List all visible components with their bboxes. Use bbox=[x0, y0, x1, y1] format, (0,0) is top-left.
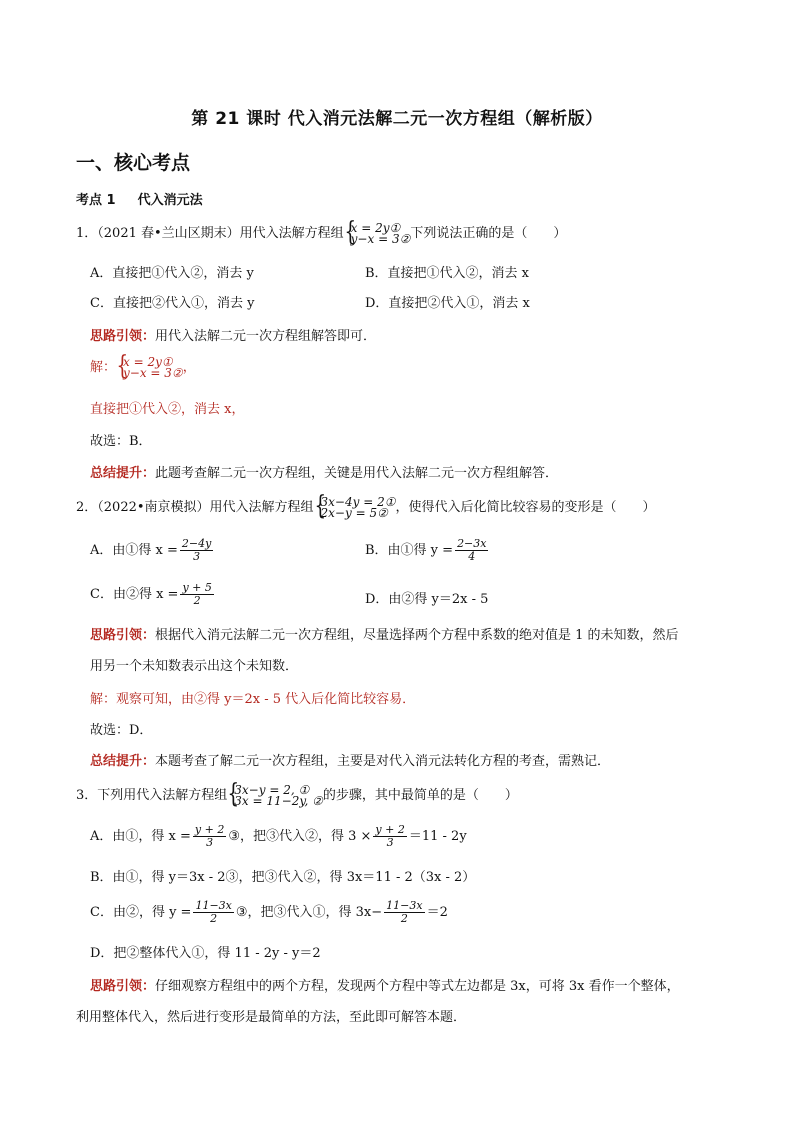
q1-option-b: B．直接把①代入②，消去 x bbox=[365, 266, 530, 281]
fraction: $\frac{y + 5}{2}$ bbox=[182, 581, 212, 607]
fraction: $\frac{y + 2}{3}$ bbox=[194, 823, 225, 849]
q2-hint-line2: 用另一个未知数表示出这个未知数． bbox=[90, 659, 299, 674]
fraction: $\frac{y + 2}{3}$ bbox=[375, 823, 405, 849]
q1-answer: 故选：B． bbox=[90, 434, 152, 449]
q2-option-d: D．由②得 y＝2x - 5 bbox=[365, 592, 489, 607]
topic-name: 代入消元法 bbox=[137, 193, 203, 208]
q2-summary: 总结提升：本题考查了解二元一次方程组，主要是对代入消元法转化方程的考查，需熟记． bbox=[90, 754, 611, 769]
q3-hint-line1: 思路引领：仔细观察方程组中的两个方程，发现两个方程中等式左边都是 3x，可将 3x 看作一个整体， bbox=[90, 979, 680, 994]
q2-option-a: A．由①得 x = $\frac{2-4y}{3}$ bbox=[90, 537, 212, 563]
q3-option-a: A．由①，得 x = $\frac{y + 2}{3}$ ③，把③代入②，得 3 × $\frac{y + 2}{3}$ ＝11 - 2y bbox=[90, 823, 467, 849]
q1-option-a: A．直接把①代入②，消去 y bbox=[90, 266, 254, 281]
q3-stem: 3．下列用代入法解方程组 { 3x−y = 2, ① 3x = 11−2y, ② 的步骤，其中最简单的是（ ） bbox=[76, 784, 518, 807]
q1-solution: 解： { x = 2y① y−x = 3② ， bbox=[90, 356, 196, 379]
q1-equation-system: { x = 2y① y−x = 3② bbox=[344, 223, 411, 245]
topic-label: 考点 1 bbox=[76, 193, 116, 208]
q2-hint-line1: 思路引领：根据代入消元法解二元一次方程组，尽量选择两个方程中系数的绝对值是 1 的未知数，然后 bbox=[90, 628, 679, 643]
q2-option-c: C．由②得 x = $\frac{y + 5}{2}$ bbox=[90, 581, 212, 607]
fraction: $\frac{2-3x}{4}$ bbox=[457, 537, 487, 563]
q1-option-d: D．直接把②代入①，消去 x bbox=[365, 296, 530, 311]
q3-equation-system: { 3x−y = 2, ① 3x = 11−2y, ② bbox=[227, 785, 323, 807]
q2-answer: 故选：D． bbox=[90, 723, 153, 738]
q1-summary: 总结提升：此题考查解二元一次方程组，关键是用代入法解二元一次方程组解答． bbox=[90, 466, 559, 481]
q2-stem: 2．（2022•南京模拟）用代入法解方程组 { 3x−4y = 2① 2x−y = 5② ，使得代入后化简比较容易的变形是（ ） bbox=[76, 496, 656, 519]
topic-heading bbox=[76, 189, 203, 208]
q3-hint-line2: 利用整体代入，然后进行变形是最简单的方法，至此即可解答本题． bbox=[76, 1010, 467, 1025]
q2-equation-system: { 3x−4y = 2① 2x−y = 5② bbox=[314, 497, 396, 519]
q1-option-c: C．直接把②代入①，消去 y bbox=[90, 296, 255, 311]
section-heading: 一、核心考点 bbox=[76, 152, 191, 174]
fraction: $\frac{11-3x}{2}$ bbox=[386, 899, 423, 925]
q2-solution: 解：观察可知，由②得 y＝2x - 5 代入后化简比较容易． bbox=[90, 692, 416, 707]
q2-option-b: B．由①得 y = $\frac{2-3x}{4}$ bbox=[365, 537, 487, 563]
page-title: 第 21 课时 代入消元法解二元一次方程组（解析版） bbox=[191, 109, 603, 129]
q1-solution-system: { x = 2y① y−x = 3② bbox=[116, 357, 183, 379]
q3-option-b: B．由①，得 y＝3x - 2③，把③代入②，得 3x＝11 - 2（3x - 2） bbox=[90, 870, 476, 885]
q3-option-d: D．把②整体代入①，得 11 - 2y - y＝2 bbox=[90, 946, 321, 961]
q3-option-c: C．由②，得 y = $\frac{11-3x}{2}$ ③，把③代入①，得 3x− $\frac{11-3x}{2}$ ＝2 bbox=[90, 899, 448, 925]
q1-hint: 思路引领：用代入法解二元一次方程组解答即可． bbox=[90, 329, 377, 344]
fraction: $\frac{2-4y}{3}$ bbox=[181, 537, 212, 563]
fraction: $\frac{11-3x}{2}$ bbox=[195, 899, 232, 925]
q1-solution-step: 直接把①代入②，消去 x， bbox=[90, 402, 245, 417]
q1-stem: 1．（2021 春•兰山区期末）用代入法解方程组 { x = 2y① y−x = 3② 下列说法正确的是（ ） bbox=[76, 222, 566, 245]
